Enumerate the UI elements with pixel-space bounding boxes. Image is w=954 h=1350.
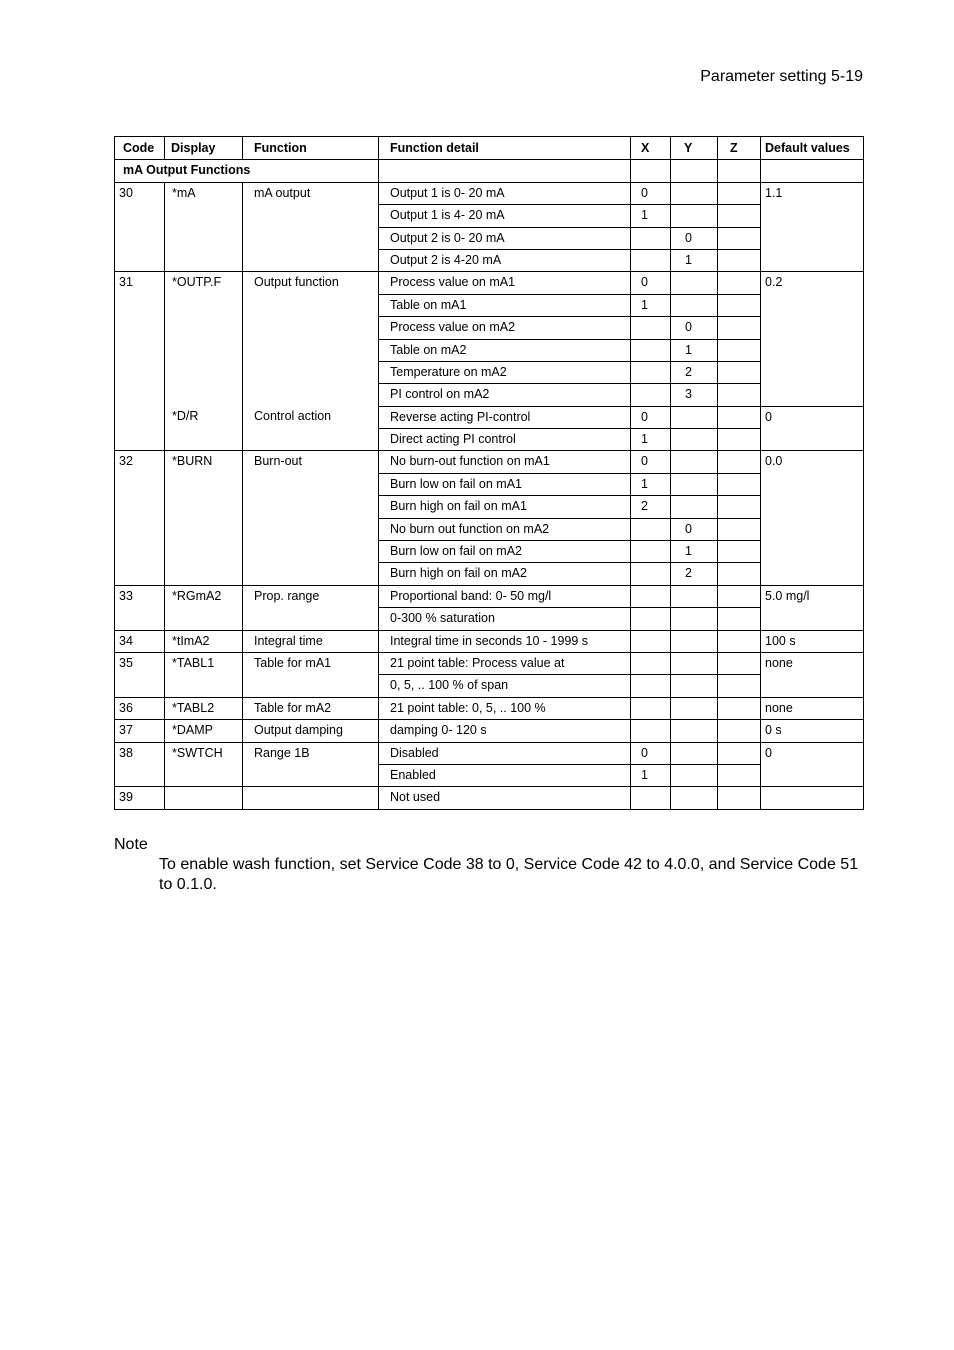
y-value-cell: 1 bbox=[671, 249, 718, 271]
display-cell: *TABL1 bbox=[165, 652, 243, 697]
function-cell: Table for mA2 bbox=[243, 697, 379, 719]
z-value-cell bbox=[718, 720, 761, 742]
function-detail-cell: Burn low on fail on mA2 bbox=[379, 541, 631, 563]
function-detail-cell: No burn-out function on mA1 bbox=[379, 451, 631, 473]
z-value-cell bbox=[718, 764, 761, 786]
y-value-cell: 0 bbox=[671, 227, 718, 249]
function-cell: mA output bbox=[243, 182, 379, 272]
x-value-cell bbox=[631, 227, 671, 249]
y-value-cell bbox=[671, 652, 718, 674]
function-detail-cell: No burn out function on mA2 bbox=[379, 518, 631, 540]
z-value-cell bbox=[718, 406, 761, 428]
x-value-cell bbox=[631, 563, 671, 585]
y-value-cell bbox=[671, 608, 718, 630]
table-row bbox=[115, 787, 864, 809]
function-cell: Range 1B bbox=[243, 742, 379, 787]
x-value-cell: 1 bbox=[631, 294, 671, 316]
y-value-cell bbox=[671, 585, 718, 607]
header-function: Function bbox=[243, 137, 379, 160]
display-cell bbox=[165, 787, 243, 809]
function-detail-cell: Direct acting PI control bbox=[379, 429, 631, 451]
x-value-cell: 0 bbox=[631, 406, 671, 428]
z-value-cell bbox=[718, 630, 761, 652]
x-value-cell: 1 bbox=[631, 764, 671, 786]
z-value-cell bbox=[718, 429, 761, 451]
y-value-cell bbox=[671, 205, 718, 227]
y-value-cell bbox=[671, 182, 718, 204]
x-value-cell bbox=[631, 675, 671, 697]
section-empty-cell bbox=[671, 160, 718, 182]
function-detail-cell: Process value on mA2 bbox=[379, 317, 631, 339]
header-y: Y bbox=[671, 137, 718, 160]
code-cell: 35 bbox=[115, 652, 165, 697]
function-cell: Control action bbox=[243, 406, 379, 451]
z-value-cell bbox=[718, 451, 761, 473]
y-value-cell bbox=[671, 496, 718, 518]
function-detail-cell: 0, 5, .. 100 % of span bbox=[379, 675, 631, 697]
function-detail-cell: damping 0- 120 s bbox=[379, 720, 631, 742]
y-value-cell bbox=[671, 406, 718, 428]
function-detail-cell: Reverse acting PI-control bbox=[379, 406, 631, 428]
table-row bbox=[115, 272, 864, 294]
code-cell bbox=[115, 406, 165, 451]
z-value-cell bbox=[718, 496, 761, 518]
x-value-cell bbox=[631, 630, 671, 652]
y-value-cell bbox=[671, 675, 718, 697]
page-header: Parameter setting 5-19 bbox=[700, 68, 863, 85]
default-value-cell bbox=[761, 787, 864, 809]
table-row bbox=[115, 182, 864, 204]
default-value-cell: 0 bbox=[761, 742, 864, 787]
y-value-cell bbox=[671, 272, 718, 294]
table-row bbox=[115, 585, 864, 607]
display-cell: *SWTCH bbox=[165, 742, 243, 787]
default-value-cell: 100 s bbox=[761, 630, 864, 652]
table-row bbox=[115, 406, 864, 428]
section-empty-cell bbox=[761, 160, 864, 182]
table-row bbox=[115, 742, 864, 764]
x-value-cell: 0 bbox=[631, 182, 671, 204]
y-value-cell bbox=[671, 294, 718, 316]
default-value-cell: 5.0 mg/l bbox=[761, 585, 864, 630]
y-value-cell bbox=[671, 764, 718, 786]
z-value-cell bbox=[718, 294, 761, 316]
z-value-cell bbox=[718, 652, 761, 674]
function-detail-cell: Output 2 is 0- 20 mA bbox=[379, 227, 631, 249]
z-value-cell bbox=[718, 473, 761, 495]
code-cell: 37 bbox=[115, 720, 165, 742]
section-empty-cell bbox=[631, 160, 671, 182]
function-detail-cell: PI control on mA2 bbox=[379, 384, 631, 406]
z-value-cell bbox=[718, 608, 761, 630]
y-value-cell: 0 bbox=[671, 518, 718, 540]
y-value-cell bbox=[671, 473, 718, 495]
code-cell: 33 bbox=[115, 585, 165, 630]
y-value-cell bbox=[671, 429, 718, 451]
y-value-cell bbox=[671, 630, 718, 652]
y-value-cell: 3 bbox=[671, 384, 718, 406]
y-value-cell bbox=[671, 742, 718, 764]
z-value-cell bbox=[718, 272, 761, 294]
x-value-cell: 0 bbox=[631, 742, 671, 764]
x-value-cell: 0 bbox=[631, 451, 671, 473]
function-detail-cell: Burn low on fail on mA1 bbox=[379, 473, 631, 495]
function-detail-cell: Burn high on fail on mA2 bbox=[379, 563, 631, 585]
z-value-cell bbox=[718, 541, 761, 563]
function-detail-cell: Output 2 is 4-20 mA bbox=[379, 249, 631, 271]
x-value-cell bbox=[631, 518, 671, 540]
code-cell: 36 bbox=[115, 697, 165, 719]
function-detail-cell: Burn high on fail on mA1 bbox=[379, 496, 631, 518]
y-value-cell: 0 bbox=[671, 317, 718, 339]
y-value-cell bbox=[671, 451, 718, 473]
z-value-cell bbox=[718, 182, 761, 204]
function-detail-cell: 0-300 % saturation bbox=[379, 608, 631, 630]
x-value-cell bbox=[631, 339, 671, 361]
function-cell: Table for mA1 bbox=[243, 652, 379, 697]
display-cell: *TABL2 bbox=[165, 697, 243, 719]
table-row bbox=[115, 451, 864, 473]
z-value-cell bbox=[718, 697, 761, 719]
code-cell: 32 bbox=[115, 451, 165, 585]
default-value-cell: 0 bbox=[761, 406, 864, 451]
x-value-cell bbox=[631, 317, 671, 339]
z-value-cell bbox=[718, 249, 761, 271]
display-cell: *OUTP.F bbox=[165, 272, 243, 406]
code-cell: 31 bbox=[115, 272, 165, 406]
x-value-cell bbox=[631, 249, 671, 271]
x-value-cell: 1 bbox=[631, 205, 671, 227]
x-value-cell bbox=[631, 652, 671, 674]
function-detail-cell: Process value on mA1 bbox=[379, 272, 631, 294]
x-value-cell: 0 bbox=[631, 272, 671, 294]
z-value-cell bbox=[718, 585, 761, 607]
header-display: Display bbox=[165, 137, 243, 160]
function-detail-cell: Integral time in seconds 10 - 1999 s bbox=[379, 630, 631, 652]
default-value-cell: 0.0 bbox=[761, 451, 864, 585]
display-cell: *tImA2 bbox=[165, 630, 243, 652]
function-detail-cell: Temperature on mA2 bbox=[379, 361, 631, 383]
x-value-cell bbox=[631, 787, 671, 809]
y-value-cell bbox=[671, 787, 718, 809]
function-detail-cell: Proportional band: 0- 50 mg/l bbox=[379, 585, 631, 607]
header-x: X bbox=[631, 137, 671, 160]
z-value-cell bbox=[718, 227, 761, 249]
header-default-values: Default values bbox=[761, 137, 864, 160]
function-detail-cell: Not used bbox=[379, 787, 631, 809]
x-value-cell bbox=[631, 384, 671, 406]
table-row bbox=[115, 652, 864, 674]
y-value-cell: 1 bbox=[671, 541, 718, 563]
z-value-cell bbox=[718, 563, 761, 585]
note-title: Note bbox=[114, 836, 148, 853]
display-cell: *mA bbox=[165, 182, 243, 272]
function-detail-cell: Table on mA2 bbox=[379, 339, 631, 361]
y-value-cell bbox=[671, 720, 718, 742]
table-row bbox=[115, 697, 864, 719]
y-value-cell: 2 bbox=[671, 361, 718, 383]
z-value-cell bbox=[718, 742, 761, 764]
x-value-cell bbox=[631, 361, 671, 383]
x-value-cell: 1 bbox=[631, 473, 671, 495]
header-z: Z bbox=[718, 137, 761, 160]
default-value-cell: 0 s bbox=[761, 720, 864, 742]
x-value-cell bbox=[631, 608, 671, 630]
code-cell: 30 bbox=[115, 182, 165, 272]
function-cell: Burn-out bbox=[243, 451, 379, 585]
function-detail-cell: Disabled bbox=[379, 742, 631, 764]
function-detail-cell: Output 1 is 4- 20 mA bbox=[379, 205, 631, 227]
z-value-cell bbox=[718, 675, 761, 697]
table-body bbox=[115, 160, 864, 809]
section-row bbox=[115, 160, 864, 182]
x-value-cell bbox=[631, 720, 671, 742]
header-code: Code bbox=[115, 137, 165, 160]
note-body: To enable wash function, set Service Code 38 to 0, Service Code 42 to 4.0.0, and Service Code 51 to 0.1.0. bbox=[159, 856, 859, 893]
function-detail-cell: Table on mA1 bbox=[379, 294, 631, 316]
x-value-cell bbox=[631, 697, 671, 719]
y-value-cell: 1 bbox=[671, 339, 718, 361]
default-value-cell: 1.1 bbox=[761, 182, 864, 272]
y-value-cell: 2 bbox=[671, 563, 718, 585]
section-empty-cell bbox=[718, 160, 761, 182]
section-empty-cell bbox=[379, 160, 631, 182]
default-value-cell: none bbox=[761, 652, 864, 697]
function-detail-cell: 21 point table: Process value at bbox=[379, 652, 631, 674]
table-row bbox=[115, 720, 864, 742]
display-cell: *D/R bbox=[165, 406, 243, 451]
z-value-cell bbox=[718, 317, 761, 339]
function-cell bbox=[243, 787, 379, 809]
function-cell: Output function bbox=[243, 272, 379, 406]
code-cell: 39 bbox=[115, 787, 165, 809]
display-cell: *DAMP bbox=[165, 720, 243, 742]
code-cell: 38 bbox=[115, 742, 165, 787]
y-value-cell bbox=[671, 697, 718, 719]
z-value-cell bbox=[718, 205, 761, 227]
z-value-cell bbox=[718, 787, 761, 809]
function-cell: Prop. range bbox=[243, 585, 379, 630]
header-function-detail: Function detail bbox=[379, 137, 631, 160]
z-value-cell bbox=[718, 361, 761, 383]
function-cell: Integral time bbox=[243, 630, 379, 652]
z-value-cell bbox=[718, 384, 761, 406]
function-detail-cell: Output 1 is 0- 20 mA bbox=[379, 182, 631, 204]
x-value-cell: 2 bbox=[631, 496, 671, 518]
header-row bbox=[115, 137, 864, 160]
x-value-cell: 1 bbox=[631, 429, 671, 451]
section-title: mA Output Functions bbox=[115, 160, 379, 182]
function-detail-cell: Enabled bbox=[379, 764, 631, 786]
parameter-table bbox=[114, 136, 864, 810]
function-cell: Output damping bbox=[243, 720, 379, 742]
default-value-cell: none bbox=[761, 697, 864, 719]
function-detail-cell: 21 point table: 0, 5, .. 100 % bbox=[379, 697, 631, 719]
z-value-cell bbox=[718, 518, 761, 540]
table-row bbox=[115, 630, 864, 652]
display-cell: *BURN bbox=[165, 451, 243, 585]
x-value-cell bbox=[631, 585, 671, 607]
code-cell: 34 bbox=[115, 630, 165, 652]
x-value-cell bbox=[631, 541, 671, 563]
z-value-cell bbox=[718, 339, 761, 361]
default-value-cell: 0.2 bbox=[761, 272, 864, 406]
display-cell: *RGmA2 bbox=[165, 585, 243, 630]
